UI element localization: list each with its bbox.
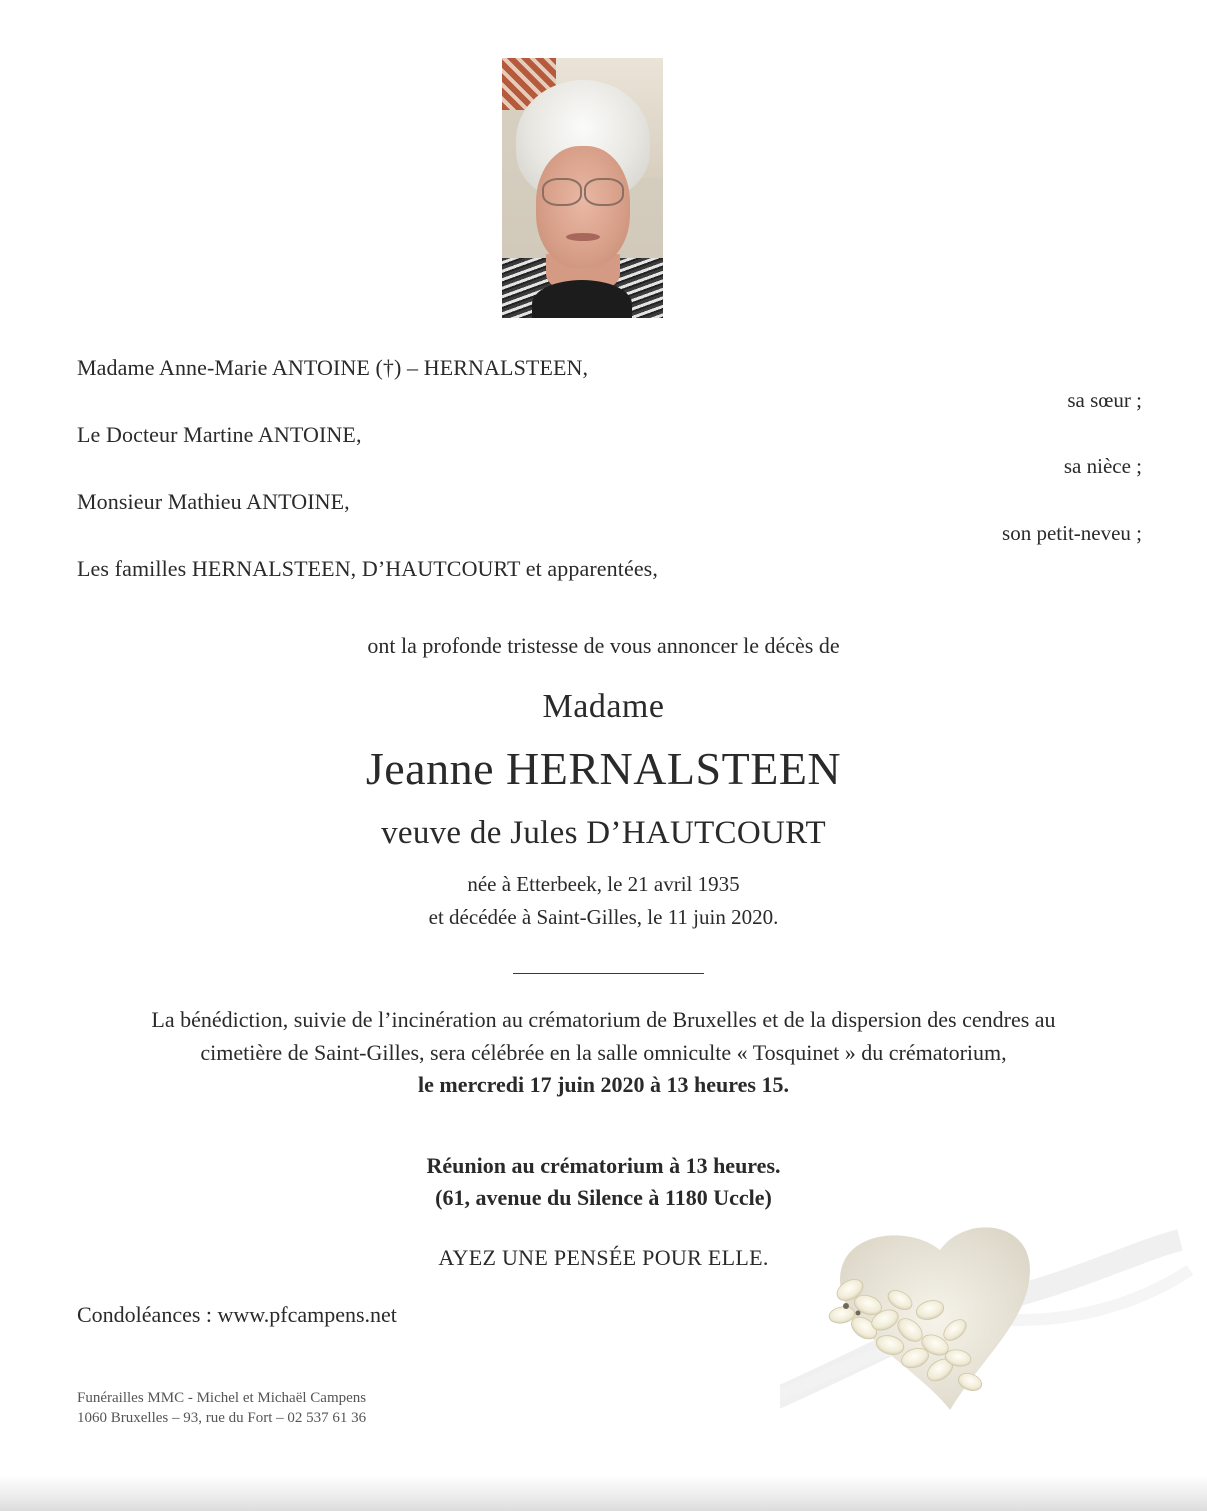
portrait-photo [502, 58, 663, 318]
funeral-home-name: Funérailles MMC - Michel et Michaël Campens [77, 1390, 367, 1406]
deceased-name: Jeanne HERNALSTEEN [365, 743, 842, 794]
family-member-3: Monsieur Mathieu ANTOINE, [77, 489, 350, 514]
ceremony-line-1: La bénédiction, suivie de l’incinération au crématorium de Bruxelles et de la dispersion des cendres au [151, 1007, 1056, 1032]
relation-2: sa nièce ; [1063, 454, 1142, 478]
ceremony-line-2: cimetière de Saint-Gilles, sera célébrée en la salle omniculte « Tosquinet » du crématorium, [200, 1040, 1007, 1065]
family-member-2: Le Docteur Martine ANTOINE, [77, 422, 362, 447]
relation-3: son petit-neveu ; [1002, 521, 1142, 545]
condolences-link[interactable]: Condoléances : www.pfcampens.net [77, 1302, 397, 1327]
deceased-spouse: veuve de Jules D’HAUTCOURT [381, 815, 826, 851]
meeting-line-1: Réunion au crématorium à 13 heures. [426, 1153, 781, 1178]
funeral-home-address: 1060 Bruxelles – 93, rue du Fort – 02 537 61 36 [77, 1410, 367, 1426]
ceremony-date: le mercredi 17 juin 2020 à 13 heures 15. [418, 1072, 789, 1097]
announcement: ont la profonde tristesse de vous annoncer le décès de [367, 633, 840, 658]
meeting-address: (61, avenue du Silence à 1180 Uccle) [435, 1185, 772, 1210]
death-info: et décédée à Saint-Gilles, le 11 juin 2020. [428, 905, 779, 929]
flower-decoration-image [780, 1210, 1200, 1450]
family-member-4: Les familles HERNALSTEEN, D’HAUTCOURT et apparentées, [77, 556, 658, 581]
closing-line: AYEZ UNE PENSÉE POUR ELLE. [438, 1245, 769, 1270]
deceased-title: Madame [542, 688, 665, 725]
divider [513, 973, 704, 974]
birth-info: née à Etterbeek, le 21 avril 1935 [467, 872, 740, 896]
footer-band [0, 1475, 1207, 1511]
family-member-1: Madame Anne-Marie ANTOINE (†) – HERNALSTEEN, [77, 355, 589, 380]
relation-1: sa sœur ; [1067, 388, 1142, 412]
